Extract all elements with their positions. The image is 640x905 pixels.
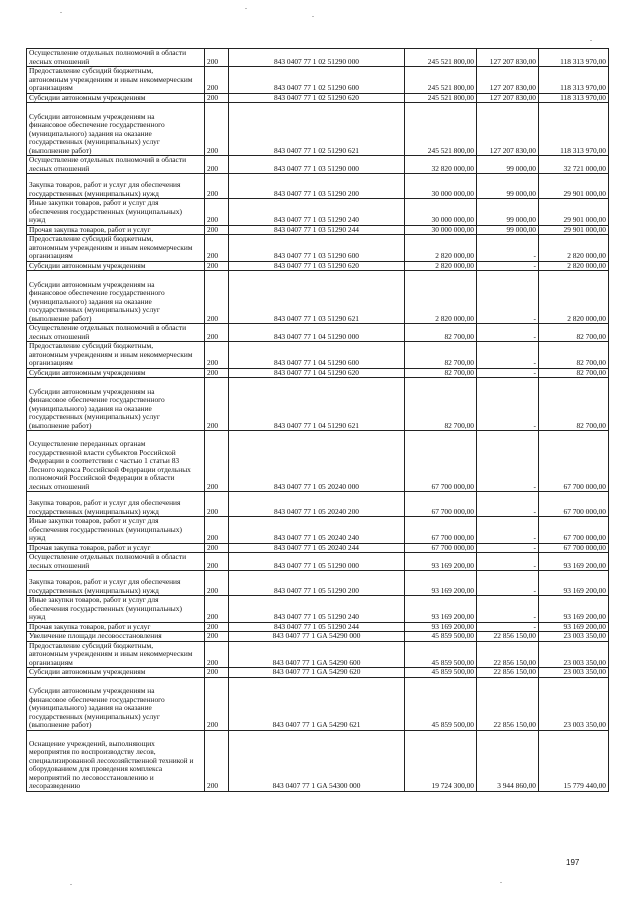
row-amount-a-cell: 45 859 500,00: [405, 632, 477, 642]
row-kbk-cell: 843 0407 77 1 03 51290 240: [229, 199, 405, 226]
row-amount-c-cell: 2 820 000,00: [539, 271, 609, 324]
budget-table: [26, 48, 609, 792]
row-amount-c-cell: 118 313 970,00: [539, 49, 609, 67]
row-kbk-cell: 843 0407 77 1 GA 54290 620: [229, 668, 405, 678]
row-code-cell: 200: [205, 677, 229, 730]
row-amount-a-cell: 82 700,00: [405, 324, 477, 342]
row-amount-a-cell: 93 169 200,00: [405, 596, 477, 623]
row-amount-c-cell: 118 313 970,00: [539, 103, 609, 156]
row-amount-c-cell: 23 003 350,00: [539, 641, 609, 668]
row-amount-b-cell: -: [477, 324, 539, 342]
row-name-cell: Увеличение площади лесовосстановления: [27, 632, 205, 642]
row-name-cell: Субсидии автономным учреждениям: [27, 93, 205, 103]
row-name-cell: Предоставление субсидий бюджетным, автономным учреждениям и иным некоммерческим организациям: [27, 641, 205, 668]
row-amount-a-cell: 82 700,00: [405, 342, 477, 369]
table-row: [27, 553, 609, 571]
row-amount-a-cell: 67 700 000,00: [405, 517, 477, 544]
table-row: [27, 517, 609, 544]
row-amount-c-cell: 29 901 000,00: [539, 174, 609, 199]
row-amount-a-cell: 45 859 500,00: [405, 677, 477, 730]
row-name-cell: Иные закупки товаров, работ и услуг для обеспечения государственных (муниципальных) нужд: [27, 517, 205, 544]
row-amount-b-cell: 99 000,00: [477, 199, 539, 226]
table-row: [27, 174, 609, 199]
row-amount-b-cell: 22 856 150,00: [477, 677, 539, 730]
table-row: [27, 368, 609, 378]
row-code-cell: 200: [205, 225, 229, 235]
row-amount-c-cell: 82 700,00: [539, 324, 609, 342]
row-amount-a-cell: 245 521 800,00: [405, 49, 477, 67]
row-amount-c-cell: 32 721 000,00: [539, 156, 609, 174]
row-amount-c-cell: 93 169 200,00: [539, 596, 609, 623]
row-amount-a-cell: 67 700 000,00: [405, 543, 477, 553]
row-amount-b-cell: 99 000,00: [477, 156, 539, 174]
row-amount-a-cell: 19 724 300,00: [405, 730, 477, 791]
row-amount-b-cell: 127 207 830,00: [477, 93, 539, 103]
row-amount-c-cell: 82 700,00: [539, 342, 609, 369]
table-row: [27, 730, 609, 791]
row-kbk-cell: 843 0407 77 1 05 20240 000: [229, 431, 405, 492]
table-row: [27, 235, 609, 262]
table-row: [27, 431, 609, 492]
row-code-cell: 200: [205, 632, 229, 642]
row-amount-c-cell: 67 700 000,00: [539, 431, 609, 492]
row-name-cell: Оснащение учреждений, выполняющих мероприятия по воспроизводству лесов, специализированной лесохозяйственной техникой и оборудованием для проведения комплекса мероприятий по лесовосстановлению и лесоразведению: [27, 730, 205, 791]
row-amount-c-cell: 2 820 000,00: [539, 235, 609, 262]
row-code-cell: 200: [205, 492, 229, 517]
row-amount-c-cell: 67 700 000,00: [539, 492, 609, 517]
row-amount-b-cell: -: [477, 342, 539, 369]
row-name-cell: Иные закупки товаров, работ и услуг для обеспечения государственных (муниципальных) нужд: [27, 596, 205, 623]
row-amount-b-cell: -: [477, 543, 539, 553]
row-kbk-cell: 843 0407 77 1 02 51290 620: [229, 93, 405, 103]
row-code-cell: 200: [205, 49, 229, 67]
table-row: [27, 677, 609, 730]
row-code-cell: 200: [205, 431, 229, 492]
row-kbk-cell: 843 0407 77 1 05 20240 244: [229, 543, 405, 553]
row-amount-a-cell: 245 521 800,00: [405, 67, 477, 94]
row-code-cell: 200: [205, 641, 229, 668]
row-amount-a-cell: 67 700 000,00: [405, 492, 477, 517]
table-row: [27, 492, 609, 517]
row-amount-b-cell: 127 207 830,00: [477, 67, 539, 94]
table-row: [27, 199, 609, 226]
row-code-cell: 200: [205, 174, 229, 199]
scan-speck: [590, 40, 592, 41]
row-code-cell: 200: [205, 517, 229, 544]
table-row: [27, 632, 609, 642]
row-name-cell: Субсидии автономным учреждениям на финансовое обеспечение государственного (муниципального) задания на оказание государственных (муниципальных) услуг (выполнение работ): [27, 677, 205, 730]
row-name-cell: Субсидии автономным учреждениям на финансовое обеспечение государственного (муниципального) задания на оказание государственных (муниципальных) услуг (выполнение работ): [27, 378, 205, 431]
row-name-cell: Закупка товаров, работ и услуг для обеспечения государственных (муниципальных) нужд: [27, 571, 205, 596]
scan-speck: [245, 8, 247, 9]
row-name-cell: Субсидии автономным учреждениям на финансовое обеспечение государственного (муниципального) задания на оказание государственных (муниципальных) услуг (выполнение работ): [27, 271, 205, 324]
row-name-cell: Осуществление отдельных полномочий в области лесных отношений: [27, 324, 205, 342]
row-kbk-cell: 843 0407 77 1 GA 54290 621: [229, 677, 405, 730]
row-kbk-cell: 843 0407 77 1 GA 54290 000: [229, 632, 405, 642]
row-name-cell: Осуществление отдельных полномочий в области лесных отношений: [27, 553, 205, 571]
table-row: [27, 93, 609, 103]
row-kbk-cell: 843 0407 77 1 04 51290 621: [229, 378, 405, 431]
row-name-cell: Предоставление субсидий бюджетным, автономным учреждениям и иным некоммерческим организациям: [27, 342, 205, 369]
row-name-cell: Закупка товаров, работ и услуг для обеспечения государственных (муниципальных) нужд: [27, 492, 205, 517]
row-kbk-cell: 843 0407 77 1 05 51290 244: [229, 622, 405, 632]
row-amount-c-cell: 23 003 350,00: [539, 677, 609, 730]
row-amount-a-cell: 2 820 000,00: [405, 271, 477, 324]
row-amount-b-cell: 22 856 150,00: [477, 632, 539, 642]
row-kbk-cell: 843 0407 77 1 05 20240 240: [229, 517, 405, 544]
scan-speck: [500, 882, 502, 883]
row-code-cell: 200: [205, 324, 229, 342]
page-number: 197: [566, 858, 580, 867]
row-amount-a-cell: 30 000 000,00: [405, 199, 477, 226]
row-code-cell: 200: [205, 571, 229, 596]
row-kbk-cell: 843 0407 77 1 02 51290 000: [229, 49, 405, 67]
row-name-cell: Субсидии автономным учреждениям: [27, 668, 205, 678]
table-row: [27, 378, 609, 431]
scan-speck: [70, 884, 72, 885]
scan-speck: [60, 12, 62, 13]
row-kbk-cell: 843 0407 77 1 03 51290 620: [229, 261, 405, 271]
row-code-cell: 200: [205, 622, 229, 632]
row-code-cell: 200: [205, 342, 229, 369]
row-kbk-cell: 843 0407 77 1 03 51290 621: [229, 271, 405, 324]
row-amount-b-cell: -: [477, 261, 539, 271]
row-code-cell: 200: [205, 199, 229, 226]
row-code-cell: 200: [205, 368, 229, 378]
table-row: [27, 342, 609, 369]
row-amount-c-cell: 82 700,00: [539, 368, 609, 378]
row-amount-a-cell: 45 859 500,00: [405, 641, 477, 668]
row-amount-b-cell: 127 207 830,00: [477, 49, 539, 67]
row-name-cell: Предоставление субсидий бюджетным, автономным учреждениям и иным некоммерческим организациям: [27, 235, 205, 262]
row-name-cell: Иные закупки товаров, работ и услуг для обеспечения государственных (муниципальных) нужд: [27, 199, 205, 226]
table-row: [27, 596, 609, 623]
row-amount-b-cell: -: [477, 378, 539, 431]
row-amount-b-cell: -: [477, 571, 539, 596]
row-amount-a-cell: 30 000 000,00: [405, 174, 477, 199]
row-amount-a-cell: 93 169 200,00: [405, 571, 477, 596]
table-row: [27, 103, 609, 156]
row-name-cell: Закупка товаров, работ и услуг для обеспечения государственных (муниципальных) нужд: [27, 174, 205, 199]
row-amount-b-cell: -: [477, 368, 539, 378]
row-code-cell: 200: [205, 553, 229, 571]
row-kbk-cell: 843 0407 77 1 GA 54300 000: [229, 730, 405, 791]
row-kbk-cell: 843 0407 77 1 03 51290 600: [229, 235, 405, 262]
row-amount-b-cell: -: [477, 271, 539, 324]
row-name-cell: Прочая закупка товаров, работ и услуг: [27, 622, 205, 632]
table-row: [27, 156, 609, 174]
row-amount-c-cell: 82 700,00: [539, 378, 609, 431]
row-name-cell: Осуществление отдельных полномочий в области лесных отношений: [27, 156, 205, 174]
table-row: [27, 641, 609, 668]
table-row: [27, 49, 609, 67]
row-amount-a-cell: 245 521 800,00: [405, 93, 477, 103]
row-kbk-cell: 843 0407 77 1 04 51290 620: [229, 368, 405, 378]
row-amount-c-cell: 93 169 200,00: [539, 622, 609, 632]
row-name-cell: Субсидии автономным учреждениям на финансовое обеспечение государственного (муниципального) задания на оказание государственных (муниципальных) услуг (выполнение работ): [27, 103, 205, 156]
row-name-cell: Субсидии автономным учреждениям: [27, 261, 205, 271]
row-code-cell: 200: [205, 67, 229, 94]
row-amount-b-cell: 99 000,00: [477, 225, 539, 235]
table-row: [27, 225, 609, 235]
row-code-cell: 200: [205, 543, 229, 553]
row-amount-a-cell: 32 820 000,00: [405, 156, 477, 174]
row-amount-b-cell: -: [477, 622, 539, 632]
row-amount-a-cell: 245 521 800,00: [405, 103, 477, 156]
row-kbk-cell: 843 0407 77 1 02 51290 600: [229, 67, 405, 94]
table-row: [27, 261, 609, 271]
row-kbk-cell: 843 0407 77 1 03 51290 200: [229, 174, 405, 199]
row-amount-c-cell: 23 003 350,00: [539, 668, 609, 678]
table-row: [27, 571, 609, 596]
row-kbk-cell: 843 0407 77 1 GA 54290 600: [229, 641, 405, 668]
budget-table-body: [27, 49, 609, 792]
row-amount-c-cell: 67 700 000,00: [539, 517, 609, 544]
row-kbk-cell: 843 0407 77 1 02 51290 621: [229, 103, 405, 156]
row-kbk-cell: 843 0407 77 1 04 51290 000: [229, 324, 405, 342]
row-code-cell: 200: [205, 235, 229, 262]
row-amount-b-cell: -: [477, 596, 539, 623]
table-row: [27, 622, 609, 632]
row-amount-a-cell: 93 169 200,00: [405, 553, 477, 571]
row-code-cell: 200: [205, 103, 229, 156]
row-name-cell: Осуществление переданных органам государственной власти субъектов Российской Федерации в соответствии с частью 1 статьи 83 Лесного кодекса Российской Федерации отдельных полномочий Российской Федерации в области лесных отношений: [27, 431, 205, 492]
row-amount-a-cell: 2 820 000,00: [405, 235, 477, 262]
row-amount-a-cell: 2 820 000,00: [405, 261, 477, 271]
row-name-cell: Субсидии автономным учреждениям: [27, 368, 205, 378]
row-name-cell: Прочая закупка товаров, работ и услуг: [27, 543, 205, 553]
row-kbk-cell: 843 0407 77 1 05 20240 200: [229, 492, 405, 517]
table-row: [27, 324, 609, 342]
row-amount-c-cell: 29 901 000,00: [539, 225, 609, 235]
row-amount-a-cell: 82 700,00: [405, 368, 477, 378]
row-amount-a-cell: 82 700,00: [405, 378, 477, 431]
table-row: [27, 668, 609, 678]
table-row: [27, 543, 609, 553]
row-amount-b-cell: -: [477, 553, 539, 571]
row-amount-a-cell: 45 859 500,00: [405, 668, 477, 678]
row-amount-b-cell: -: [477, 235, 539, 262]
row-amount-c-cell: 67 700 000,00: [539, 543, 609, 553]
row-amount-c-cell: 93 169 200,00: [539, 571, 609, 596]
row-amount-a-cell: 93 169 200,00: [405, 622, 477, 632]
table-row: [27, 67, 609, 94]
row-amount-c-cell: 23 003 350,00: [539, 632, 609, 642]
row-amount-b-cell: -: [477, 431, 539, 492]
row-amount-a-cell: 67 700 000,00: [405, 431, 477, 492]
row-code-cell: 200: [205, 596, 229, 623]
row-code-cell: 200: [205, 156, 229, 174]
row-name-cell: Прочая закупка товаров, работ и услуг: [27, 225, 205, 235]
row-amount-b-cell: 99 000,00: [477, 174, 539, 199]
row-kbk-cell: 843 0407 77 1 05 51290 200: [229, 571, 405, 596]
row-code-cell: 200: [205, 378, 229, 431]
row-kbk-cell: 843 0407 77 1 05 51290 000: [229, 553, 405, 571]
row-code-cell: 200: [205, 668, 229, 678]
row-name-cell: Предоставление субсидий бюджетным, автономным учреждениям и иным некоммерческим организациям: [27, 67, 205, 94]
row-amount-c-cell: 2 820 000,00: [539, 261, 609, 271]
row-amount-b-cell: -: [477, 492, 539, 517]
row-kbk-cell: 843 0407 77 1 03 51290 244: [229, 225, 405, 235]
row-code-cell: 200: [205, 261, 229, 271]
row-amount-c-cell: 29 901 000,00: [539, 199, 609, 226]
row-kbk-cell: 843 0407 77 1 05 51290 240: [229, 596, 405, 623]
row-code-cell: 200: [205, 271, 229, 324]
table-row: [27, 271, 609, 324]
row-code-cell: 200: [205, 93, 229, 103]
row-amount-c-cell: 118 313 970,00: [539, 93, 609, 103]
scan-speck: [312, 16, 314, 17]
row-code-cell: 200: [205, 730, 229, 791]
row-amount-b-cell: 22 856 150,00: [477, 641, 539, 668]
row-amount-c-cell: 118 313 970,00: [539, 67, 609, 94]
row-amount-b-cell: -: [477, 517, 539, 544]
row-amount-a-cell: 30 000 000,00: [405, 225, 477, 235]
row-amount-b-cell: 22 856 150,00: [477, 668, 539, 678]
row-amount-c-cell: 93 169 200,00: [539, 553, 609, 571]
row-amount-b-cell: 127 207 830,00: [477, 103, 539, 156]
row-amount-b-cell: 3 944 860,00: [477, 730, 539, 791]
row-amount-c-cell: 15 779 440,00: [539, 730, 609, 791]
row-kbk-cell: 843 0407 77 1 04 51290 600: [229, 342, 405, 369]
row-name-cell: Осуществление отдельных полномочий в области лесных отношений: [27, 49, 205, 67]
row-kbk-cell: 843 0407 77 1 03 51290 000: [229, 156, 405, 174]
